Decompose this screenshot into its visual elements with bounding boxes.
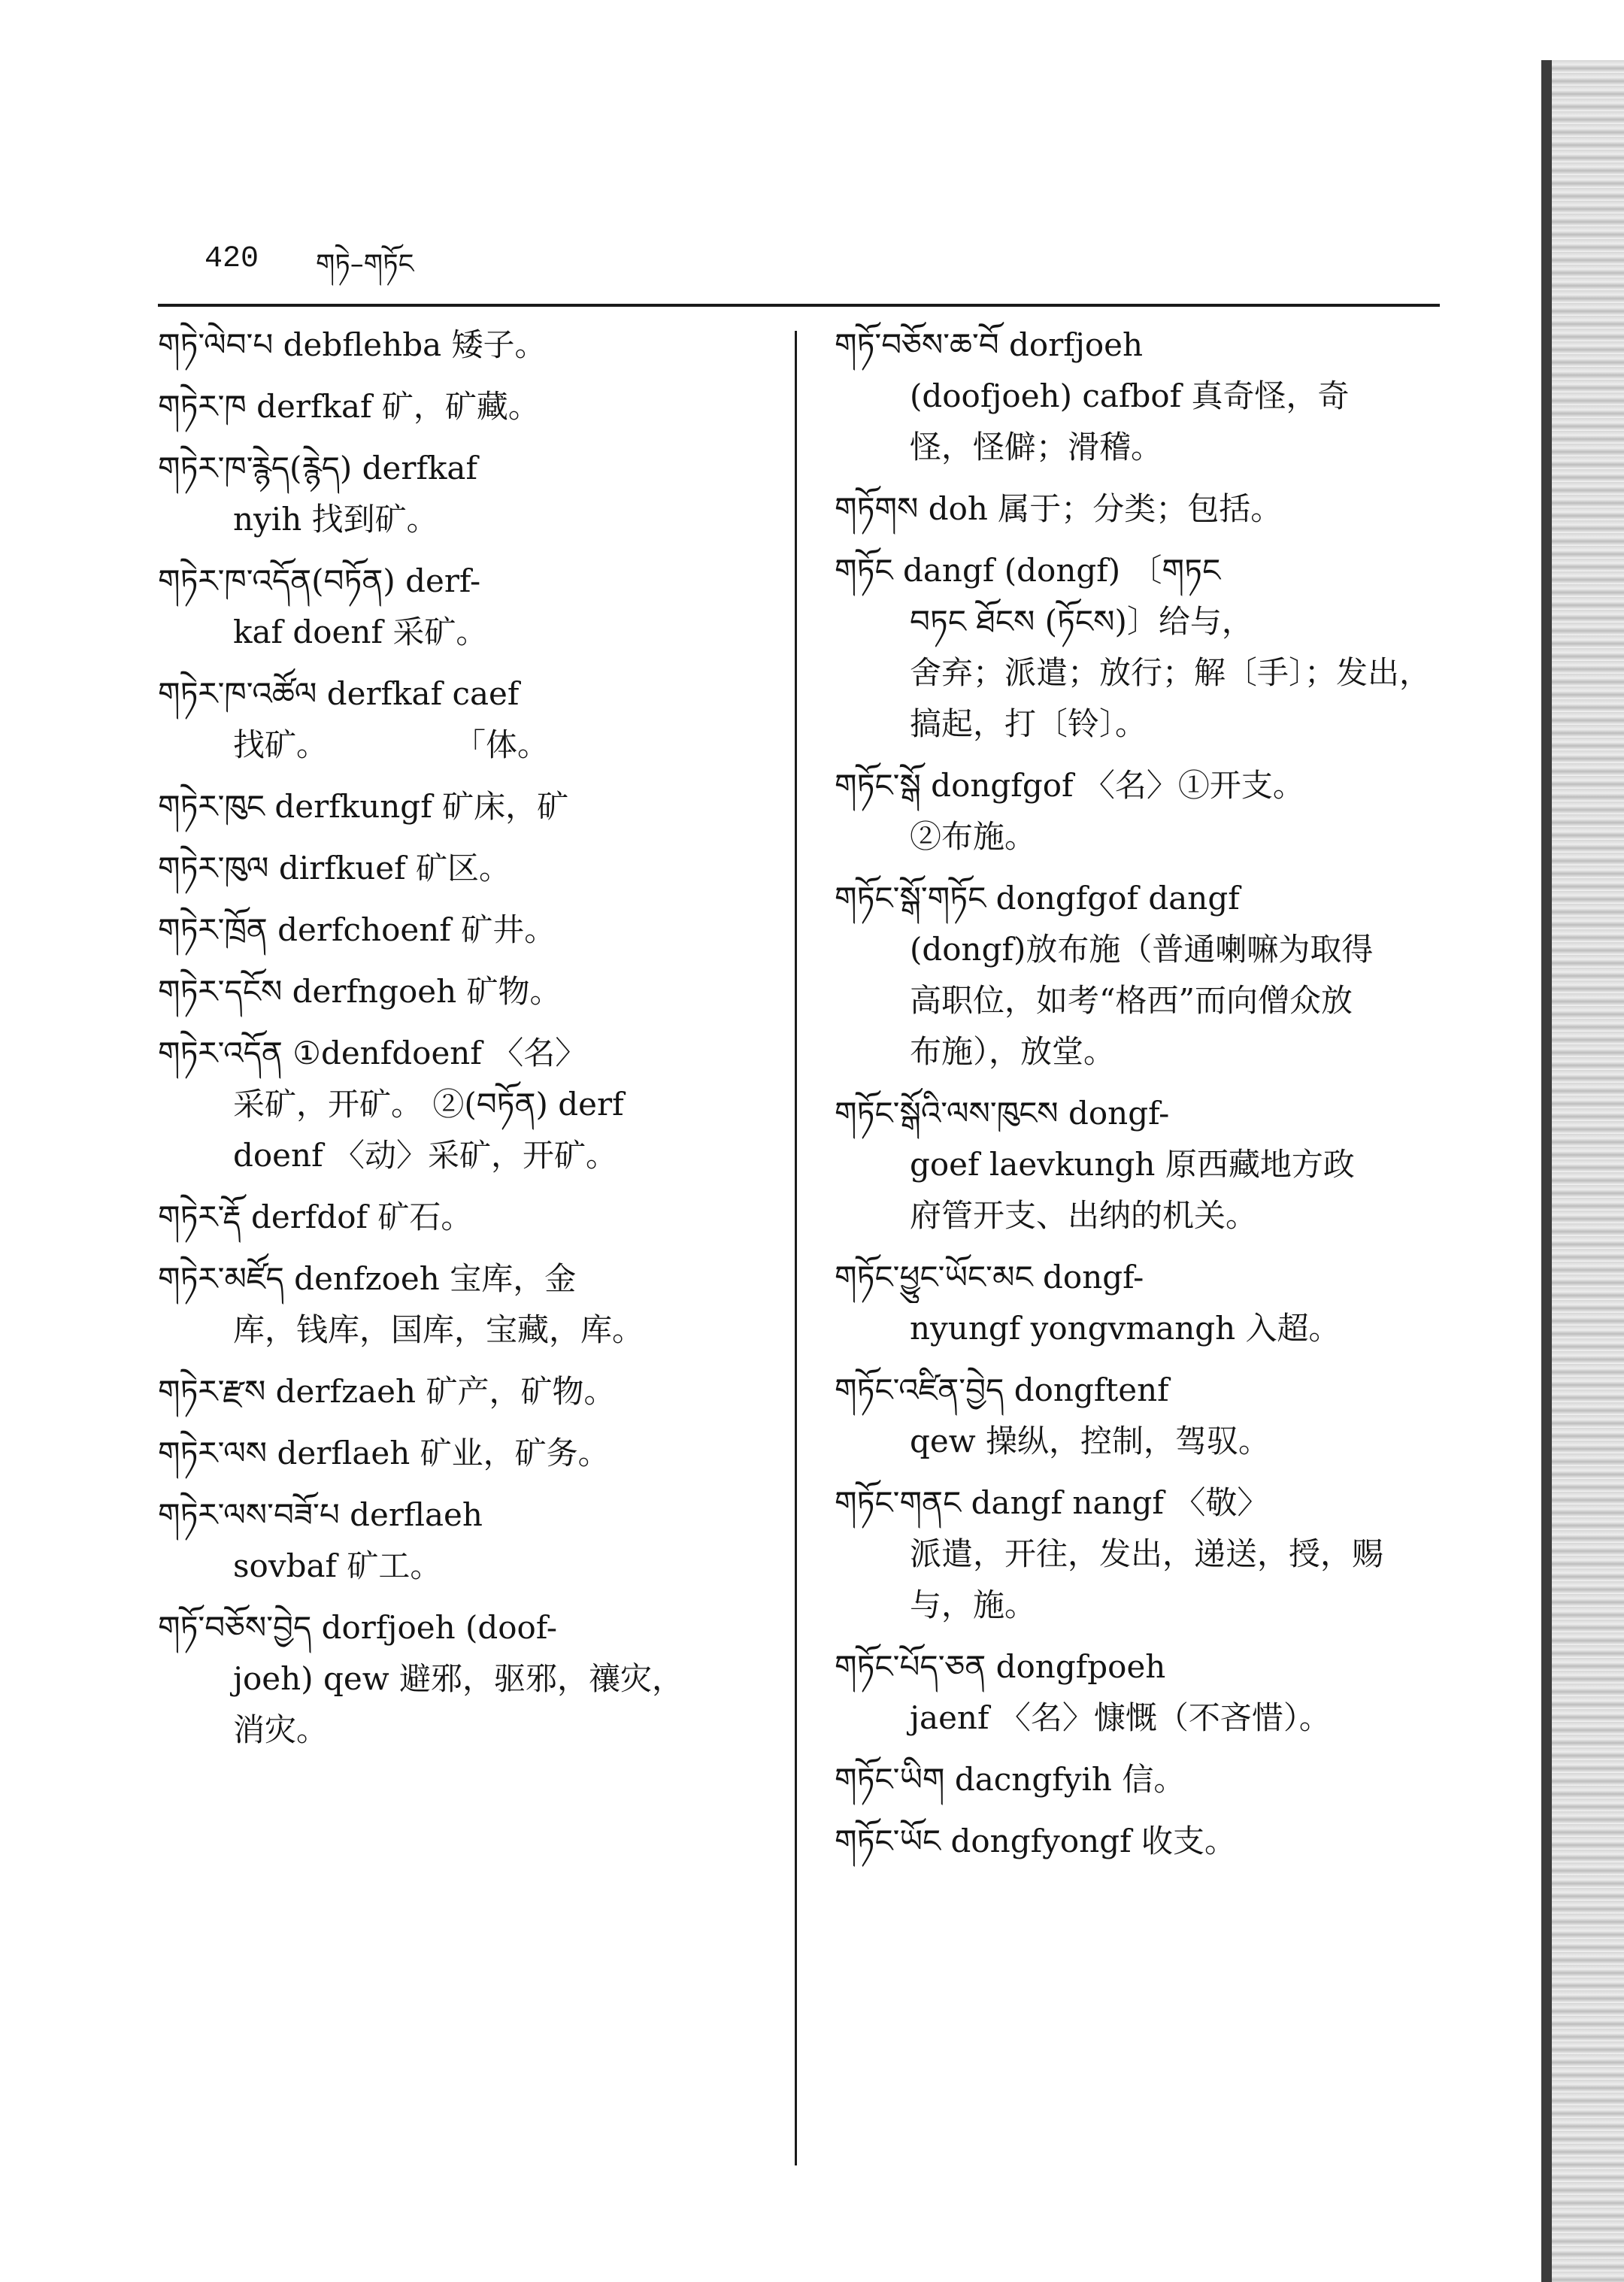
entry-headword-line: གཏེར་ལས་བཟོ་པ derflaeh (158, 1496, 483, 1533)
entry-continuation-line: goef laevkungh 原西藏地方政 (910, 1146, 1355, 1183)
dictionary-entry (158, 381, 774, 432)
dictionary-entry (158, 843, 774, 894)
entry-continuation-line: qew 操纵，控制，驾驭。 (910, 1423, 1271, 1459)
dictionary-entry (158, 905, 774, 956)
entry-headword-line: གཏོང་ཡོང dongfyongf 收支。 (835, 1823, 1237, 1859)
entry-headword-line: གཏོང་གནང dangf nangf 〈敬〉 (835, 1484, 1269, 1521)
column-divider (795, 331, 797, 2165)
running-head: གཏེ–གཏོང (316, 249, 414, 280)
dictionary-entry (835, 1088, 1451, 1241)
entry-continuation-line: 怪，怪僻；滑稽。 (910, 429, 1163, 465)
dictionary-entry (158, 668, 774, 771)
entry-headword-line: གཏེར་དངོས derfngoeh 矿物。 (158, 973, 562, 1010)
dictionary-entry (835, 545, 1451, 750)
header-rule (158, 304, 1440, 307)
entry-continuation-line: jaenf 〈名〉慷慨（不吝惜）。 (910, 1699, 1331, 1736)
entry-continuation-line: 高职位，如考“格西”而向僧众放 (910, 982, 1353, 1019)
dictionary-entry (158, 1490, 774, 1592)
entry-continuation-line: (doofjoeh) cafbof 真奇怪，奇 (910, 377, 1350, 414)
entry-headword-line: གཏོགས doh 属于；分类；包括。 (835, 490, 1283, 527)
dictionary-entry (158, 1602, 774, 1756)
entry-headword-line: གཏེར་ཁ་འདོན(བཏོན) derf- (158, 562, 481, 599)
entry-headword-line: གཏེ་ལེབ་པ debflehba 矮子。 (158, 326, 547, 363)
dictionary-entry (835, 1252, 1451, 1354)
entry-headword-line: གཏེར་རྡོ derfdof 矿石。 (158, 1199, 473, 1235)
entry-continuation-line: joeh) qew 避邪，驱邪，禳灾， (233, 1660, 683, 1697)
dictionary-entry (158, 781, 774, 832)
entry-continuation-line: 搞起，打〔铃〕。 (910, 705, 1147, 742)
entry-continuation-line: 舍弃；派遣；放行；解〔手〕；发出， (910, 654, 1432, 691)
entry-headword-line: གཏོ་བཅོས་ཆ་བོ dorfjoeh (835, 326, 1144, 363)
left-column (158, 320, 774, 1766)
entry-headword-line: གཏེར་ཁ derfkaf 矿，矿藏。 (158, 388, 540, 425)
entry-headword-line: གཏེར་ཁུལ dirfkuef 矿区。 (158, 850, 511, 886)
dictionary-entry (835, 1641, 1451, 1744)
entry-headword-line: གཏོང་འཛིན་བྱེད dongftenf (835, 1371, 1169, 1408)
entry-continuation-line: sovbaf 矿工。 (233, 1547, 442, 1584)
entry-continuation-line: nyungf yongvmangh 入超。 (910, 1310, 1341, 1347)
entry-headword-line: གཏེར་ཁ་རྙེད(རྙེད) derfkaf (158, 450, 478, 486)
entry-headword-line: གཏེར་རྫས derfzaeh 矿产，矿物。 (158, 1373, 616, 1410)
entry-continuation-line: 消灾。 (233, 1711, 329, 1748)
entry-headword-line: གཏེར་ཁ་འཚོལ derfkaf caef (158, 675, 520, 712)
entry-headword-line: གཏེར་འདོན ①denfdoenf 〈名〉 (158, 1035, 587, 1071)
binding-shadow (1541, 60, 1552, 2282)
dictionary-entry (835, 1365, 1451, 1467)
entry-headword-line: གཏོང་པོད་ཅན dongfpoeh (835, 1648, 1166, 1685)
entry-continuation-line: nyih 找到矿。 (233, 501, 438, 538)
entry-headword-line: གཏོང་སྒོ་གཏོང dongfgof dangf (835, 880, 1240, 917)
dictionary-entry (835, 760, 1451, 862)
entry-continuation-line: 库，钱库，国库，宝藏，库。 (233, 1311, 644, 1348)
entry-headword-line: གཏེར་ཁུང derfkungf 矿床，矿 (158, 788, 569, 825)
dictionary-entry (158, 1028, 774, 1181)
dictionary-entry (158, 1366, 774, 1417)
dictionary-entry (158, 1428, 774, 1479)
entry-continuation-line: 布施），放堂。 (910, 1033, 1116, 1070)
entry-headword-line: གཏེར་ཁྲོན derfchoenf 矿井。 (158, 911, 556, 948)
entry-continuation-line: (dongf)放布施（普通喇嘛为取得 (910, 931, 1374, 968)
dictionary-entry (158, 443, 774, 545)
entry-continuation-line: བཏང ཐོངས (ཏོངས)〕给与， (910, 603, 1253, 640)
dictionary-entry (835, 1477, 1451, 1631)
right-column (835, 320, 1451, 1877)
entry-continuation-line: 找矿。 「体。 (233, 726, 550, 763)
dictionary-entry (835, 1816, 1451, 1867)
entry-headword-line: གཏེར་ལས derflaeh 矿业，矿务。 (158, 1435, 610, 1471)
dictionary-entry (158, 556, 774, 658)
entry-continuation-line: 与，施。 (910, 1586, 1037, 1623)
dictionary-entry (835, 1754, 1451, 1805)
dictionary-entry (835, 320, 1451, 473)
entry-headword-line: གཏོང་སྒོ dongfgof 〈名〉①开支。 (835, 767, 1304, 804)
entry-headword-line: གཏོང dangf (dongf) 〔གཏང (835, 552, 1221, 589)
entry-headword-line: གཏོང་སྒོའི་ལས་ཁུངས dongf- (835, 1095, 1170, 1132)
page-number: 420 (205, 242, 259, 276)
entry-headword-line: གཏོ་བཅོས་བྱེད dorfjoeh (doof- (158, 1609, 558, 1646)
book-binding-edge (1541, 60, 1624, 2282)
entry-continuation-line: ②布施。 (910, 818, 1037, 855)
entry-headword-line: གཏོང་ཡིག dacngfyih 信。 (835, 1761, 1186, 1798)
entry-continuation-line: 采矿，开矿。 ②(བཏོན) derf (233, 1086, 624, 1123)
dictionary-entry (158, 320, 774, 371)
entry-continuation-line: doenf 〈动〉采矿，开矿。 (233, 1137, 617, 1174)
dictionary-entry (158, 966, 774, 1017)
dictionary-entry (158, 1192, 774, 1243)
entry-continuation-line: kaf doenf 采矿。 (233, 614, 488, 650)
dictionary-entry (835, 483, 1451, 535)
dictionary-entry (158, 1253, 774, 1356)
entry-continuation-line: 府管开支、出纳的机关。 (910, 1197, 1258, 1234)
entry-headword-line: གཏེར་མཛོད denfzoeh 宝库，金 (158, 1260, 577, 1297)
entry-headword-line: གཏོང་ཕྱུང་ཡོང་མང dongf- (835, 1259, 1144, 1296)
dictionary-entry (835, 873, 1451, 1077)
entry-continuation-line: 派遣，开往，发出，递送，授，赐 (910, 1535, 1384, 1572)
